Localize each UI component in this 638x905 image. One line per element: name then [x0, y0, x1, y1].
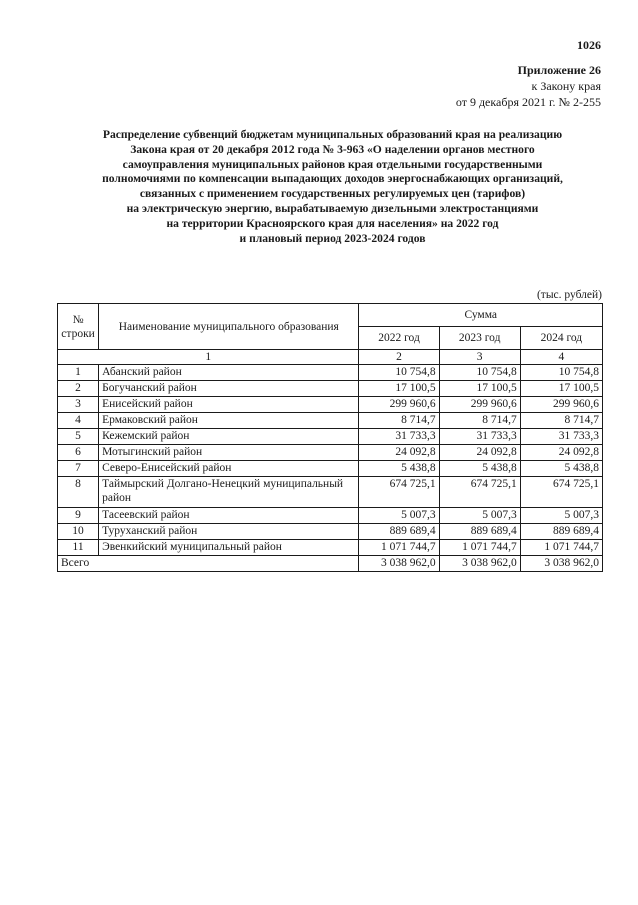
table-row [58, 365, 603, 381]
row-num: 8 [58, 477, 99, 508]
total-value-2022: 3 038 962,0 [359, 556, 439, 572]
row-name: Богучанский район [99, 381, 359, 397]
row-value-2022: 24 092,8 [359, 445, 439, 461]
title-line: на электрическую энергию, вырабатываемую дизельными электростанциями [126, 201, 539, 215]
row-num: 1 [58, 365, 99, 381]
row-num: 3 [58, 397, 99, 413]
row-name: Мотыгинский район [99, 445, 359, 461]
row-value-2024: 5 438,8 [520, 461, 602, 477]
table-row [58, 524, 603, 540]
column-number: 1 [58, 350, 359, 365]
table-row [58, 381, 603, 397]
row-value-2024: 5 007,3 [520, 508, 602, 524]
row-value-2024: 8 714,7 [520, 413, 602, 429]
row-value-2023: 10 754,8 [439, 365, 520, 381]
row-value-2024: 31 733,3 [520, 429, 602, 445]
row-value-2022: 10 754,8 [359, 365, 439, 381]
total-row [58, 556, 603, 572]
row-value-2022: 1 071 744,7 [359, 540, 439, 556]
row-name: Северо-Енисейский район [99, 461, 359, 477]
header-name: Наименование муниципального образования [99, 304, 359, 350]
header-row [58, 304, 603, 327]
row-num: 5 [58, 429, 99, 445]
row-value-2023: 5 438,8 [439, 461, 520, 477]
row-value-2024: 24 092,8 [520, 445, 602, 461]
row-value-2024: 1 071 744,7 [520, 540, 602, 556]
row-value-2022: 31 733,3 [359, 429, 439, 445]
row-value-2023: 1 071 744,7 [439, 540, 520, 556]
column-number: 4 [520, 350, 602, 365]
table-row [58, 413, 603, 429]
header-year-2022: 2022 год [359, 327, 439, 350]
row-name: Абанский район [99, 365, 359, 381]
row-name: Туруханский район [99, 524, 359, 540]
row-value-2024: 10 754,8 [520, 365, 602, 381]
row-value-2024: 674 725,1 [520, 477, 602, 508]
total-label: Всего [58, 556, 359, 572]
row-name: Ермаковский район [99, 413, 359, 429]
row-name: Кежемский район [99, 429, 359, 445]
table-row [58, 461, 603, 477]
row-name: Таймырский Долгано-Ненецкий муниципальный район [99, 477, 359, 508]
document-title [60, 128, 605, 246]
row-value-2022: 5 007,3 [359, 508, 439, 524]
row-num: 11 [58, 540, 99, 556]
row-name: Енисейский район [99, 397, 359, 413]
total-value-2023: 3 038 962,0 [439, 556, 520, 572]
row-value-2023: 24 092,8 [439, 445, 520, 461]
row-num: 6 [58, 445, 99, 461]
appendix-block [456, 62, 601, 110]
row-value-2024: 299 960,6 [520, 397, 602, 413]
table-row [58, 540, 603, 556]
column-numbers-row [58, 350, 603, 365]
row-num: 7 [58, 461, 99, 477]
row-num: 9 [58, 508, 99, 524]
table-row [58, 477, 603, 508]
title-line: Распределение субвенций бюджетам муниципальных образований края на реализацию [102, 128, 563, 141]
units-label: (тыс. рублей) [536, 289, 602, 301]
row-value-2022: 17 100,5 [359, 381, 439, 397]
row-value-2022: 889 689,4 [359, 524, 439, 540]
row-name: Тасеевский район [99, 508, 359, 524]
row-value-2023: 17 100,5 [439, 381, 520, 397]
row-value-2024: 17 100,5 [520, 381, 602, 397]
row-value-2023: 5 007,3 [439, 508, 520, 524]
table-row [58, 508, 603, 524]
row-value-2022: 5 438,8 [359, 461, 439, 477]
appendix-title: Приложение 26 [517, 63, 601, 77]
row-value-2022: 674 725,1 [359, 477, 439, 508]
title-line: полномочиями по компенсации выпадающих доходов энергоснабжающих организаций, [102, 172, 563, 186]
row-value-2023: 8 714,7 [439, 413, 520, 429]
row-value-2023: 889 689,4 [439, 524, 520, 540]
row-value-2022: 299 960,6 [359, 397, 439, 413]
row-num: 4 [58, 413, 99, 429]
total-value-2024: 3 038 962,0 [520, 556, 602, 572]
title-line: и плановый период 2023-2024 годов [239, 231, 426, 245]
title-line: самоуправления муниципальных районов края отдельными государственными [122, 157, 543, 171]
row-value-2023: 31 733,3 [439, 429, 520, 445]
header-num: № строки [58, 304, 99, 350]
header-year-2023: 2023 год [439, 327, 520, 350]
title-line: на территории Красноярского края для населения» на 2022 год [166, 216, 499, 230]
row-value-2023: 299 960,6 [439, 397, 520, 413]
header-sum: Сумма [359, 304, 603, 327]
title-line: Закона края от 20 декабря 2012 года № 3-963 «О наделении органов местного [130, 142, 535, 156]
column-number: 2 [359, 350, 439, 365]
row-value-2024: 889 689,4 [520, 524, 602, 540]
row-name: Эвенкийский муниципальный район [99, 540, 359, 556]
table-row [58, 429, 603, 445]
row-num: 10 [58, 524, 99, 540]
page-number: 1026 [577, 38, 601, 52]
table-row [58, 445, 603, 461]
title-line: связанных с применением государственных регулируемых цен (тарифов) [139, 187, 526, 201]
row-num: 2 [58, 381, 99, 397]
subventions-table [57, 303, 603, 572]
column-number: 3 [439, 350, 520, 365]
row-value-2023: 674 725,1 [439, 477, 520, 508]
header-year-2024: 2024 год [520, 327, 602, 350]
appendix-line-1: к Закону края [531, 79, 601, 93]
appendix-line-2: от 9 декабря 2021 г. № 2-255 [455, 95, 601, 109]
table-row [58, 397, 603, 413]
row-value-2022: 8 714,7 [359, 413, 439, 429]
